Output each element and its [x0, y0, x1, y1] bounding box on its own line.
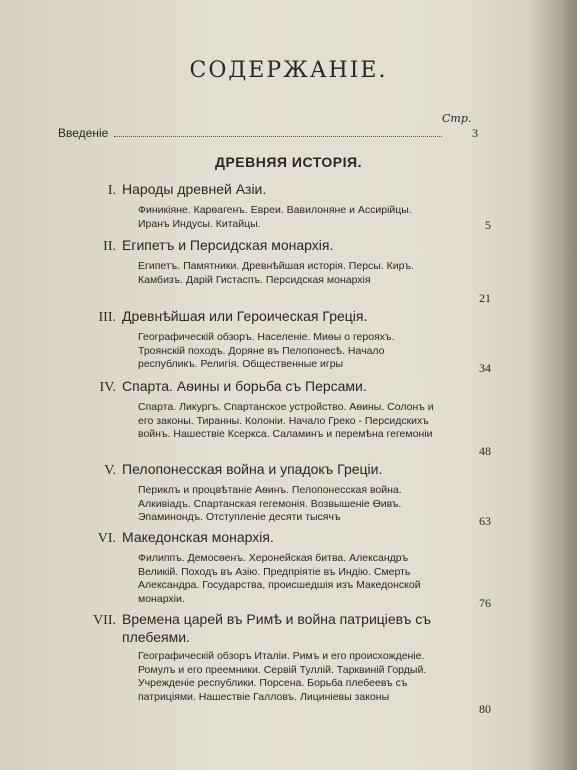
chapter-title-row — [86, 377, 480, 397]
chapter-summary-text: Филиппъ. Демосѳенъ. Херонейская битва. Александръ Великій. Походъ въ Азію. Предпріятіе въ Индію. Смерть Александра. Государства, происшедшія изъ Македонской монархіи. — [138, 552, 421, 605]
chapter-title: Пелопонесская война и упадокъ Греціи. — [122, 461, 383, 477]
chapter-summary-text: Географическій обзоръ. Населеніе. Миѳы о герояхъ. Троянскій походъ. Доряне въ Пелопонесѣ. Начало республикъ. Религія. Общественные игры — [138, 331, 395, 370]
chapter-title: Египетъ и Персидская монархія. — [122, 237, 334, 253]
chapter-title-row — [86, 460, 480, 480]
intro-entry — [58, 126, 478, 141]
chapter-number: IV. — [99, 380, 116, 395]
chapter-title: Времена царей въ Римѣ и война патриціевъ съ плебеями. — [122, 611, 432, 645]
chapter-number: III. — [98, 310, 116, 325]
chapter-title: Древнѣйшая или Героическая Греція. — [122, 308, 368, 324]
section-title: ДРЕВНЯЯ ИСТОРІЯ. — [215, 154, 362, 170]
chapter-summary-text: Периклъ и процвѣтаніе Аѳинъ. Пелопонесская война. Алкивіадъ. Спартанская гегемонія. Возвышеніе Ѳивъ. Эпаминондъ. Отступленіе десяти тысячъ — [138, 484, 402, 523]
chapter-summary — [138, 552, 444, 606]
chapter-page: 80 — [479, 702, 491, 716]
chapter-summary — [138, 331, 444, 372]
chapter-title-row — [86, 307, 480, 327]
chapter-title: Спарта. Аѳины и борьба съ Персами. — [122, 378, 367, 394]
chapter-summary-text: Спарта. Ликургъ. Спартанское устройство. Аѳины. Солонъ и его законы. Тиранны. Колоніи. Начало Греко - Персидскихъ войнъ. Нашествіе Ксеркса. Саламинъ и перемѣна гегемоніи — [138, 401, 434, 440]
chapter-summary — [138, 260, 444, 287]
chapter-summary — [138, 484, 444, 525]
chapter-entry — [97, 528, 480, 606]
page-heading: СОДЕРЖАНІЕ. — [189, 58, 388, 83]
chapter-title-row — [86, 610, 480, 646]
chapter-entry — [100, 307, 480, 372]
chapter-page: 21 — [479, 291, 491, 305]
intro-page: 3 — [472, 126, 478, 140]
chapter-page: 48 — [479, 444, 491, 458]
dot-leader — [114, 136, 442, 137]
chapter-number: I. — [107, 183, 116, 198]
chapter-entry — [100, 377, 480, 442]
chapter-number: VI. — [97, 531, 116, 546]
chapter-summary — [138, 650, 444, 704]
chapter-page: 34 — [479, 361, 491, 375]
chapter-summary-text: Египетъ. Памятники. Древнѣйшая исторія. Персы. Киръ. Камбизъ. Дарій Гистаспъ. Персидская монархія — [138, 260, 414, 286]
chapter-entry — [100, 460, 480, 525]
chapter-entry — [100, 180, 480, 231]
chapter-title: Македонская монархія. — [122, 529, 274, 545]
chapter-title-row — [86, 528, 480, 548]
chapter-number: II. — [103, 239, 116, 254]
chapter-summary-text: Финикіяне. Карѳагенъ. Евреи. Вавилоняне и Ассирійцы. Иранъ Индусы. Китайцы. — [138, 204, 412, 230]
chapter-summary — [138, 401, 444, 442]
chapter-number: VII. — [93, 613, 116, 628]
chapter-summary-text: Географическій обзоръ Италіи. Римъ и его происхожденіе. Ромулъ и его преемники. Сервій Туллій. Тарквиній Гордый. Учрежденіе республики. Порсена. Борьба плебеевъ съ патриціями. Нашествіе Галловъ. Лициніевы законы — [138, 650, 427, 703]
chapter-title-row — [86, 180, 480, 200]
chapter-page: 5 — [485, 218, 491, 232]
chapter-title-row — [86, 236, 480, 256]
intro-title: Введеніе — [58, 126, 109, 140]
chapter-entry — [100, 236, 480, 287]
chapter-number: V. — [104, 463, 116, 478]
chapter-title: Народы древней Азіи. — [122, 181, 267, 197]
chapter-page: 76 — [479, 596, 491, 610]
page-gutter-shadow — [529, 0, 577, 770]
chapter-page: 63 — [479, 514, 491, 528]
page-column-label: Стр. — [442, 112, 472, 125]
chapter-entry — [93, 610, 480, 704]
chapter-summary — [138, 204, 444, 231]
